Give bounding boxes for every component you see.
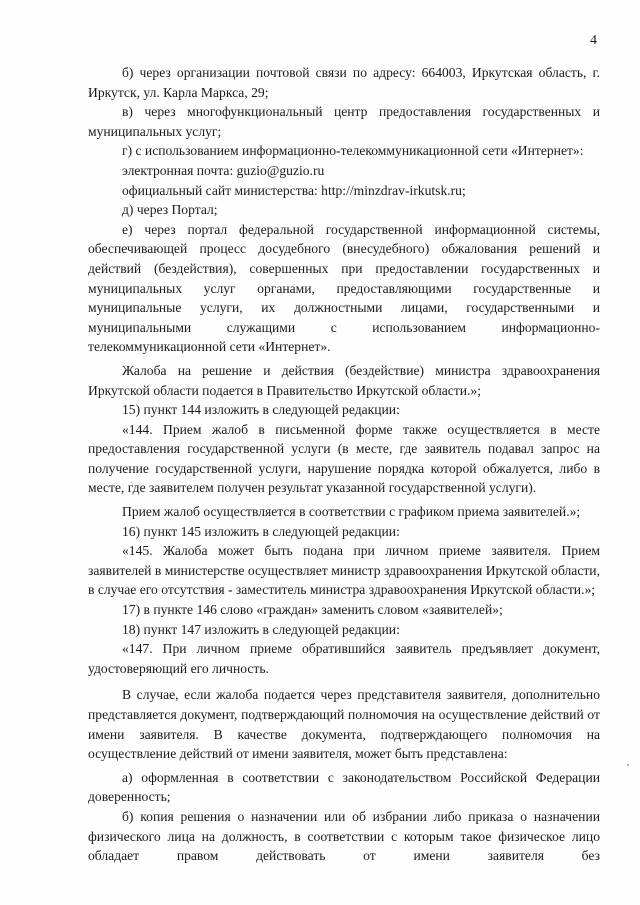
paragraph-website: официальный сайт министерства: http://minzdrav-irkutsk.ru; — [122, 182, 466, 198]
paragraph-item-16: 16) пункт 145 изложить в следующей редакции: — [122, 523, 400, 539]
paragraph-postal-address: б) через организации почтовой связи по адресу: 664003, Иркутская область, г. Иркутск, ул. Карла Маркса, 29; — [88, 65, 600, 100]
paragraph-item-17: 17) в пункте 146 слово «граждан» заменить словом «заявителей»; — [122, 602, 503, 618]
page-number: 4 — [590, 33, 597, 48]
scan-speck — [627, 764, 629, 766]
paragraph-complaint-minister: Жалоба на решение и действия (бездействие) министра здравоохранения Иркутской области подается в Правительство Иркутской области.»; — [88, 362, 600, 398]
paragraph-representative: В случае, если жалоба подается через представителя заявителя, дополнительно представляется документ, подтверждающий полномочия на осуществление действий от имени заявителя. В качестве документа, подтверждающего полномочия на осуществление действий от имени заявителя, может быть представлена: — [88, 687, 600, 762]
paragraph-schedule: Прием жалоб осуществляется в соответствии с графиком приема заявителей.»; — [122, 504, 581, 520]
paragraph-portal: д) через Портал; — [122, 202, 218, 218]
paragraph-email: электронная почта: guzio@guzio.ru — [122, 162, 325, 178]
paragraph-point-145: «145. Жалоба может быть подана при личном приеме заявителя. Прием заявителей в министерстве осуществляет министр здравоохранения Иркутской области, в случае его отсутствия - заместитель министра здравоохранения Иркутской области.»; — [88, 543, 600, 598]
paragraph-power-of-attorney: а) оформленная в соответствии с законодательством Российской Федерации доверенность; — [88, 769, 600, 805]
paragraph-item-15: 15) пункт 144 изложить в следующей редакции: — [122, 402, 400, 418]
paragraph-item-18: 18) пункт 147 изложить в следующей редакции: — [122, 621, 400, 637]
paragraph-mfc: в) через многофункциональный центр предоставления государственных и муниципальных услуг; — [88, 104, 600, 139]
paragraph-appointment-copy: б) копия решения о назначении или об избрании либо приказа о назначении физического лица на должность, в соответствии с которым такое физическое лицо обладает правом действовать от имени заявителя без — [88, 808, 600, 864]
document-body — [88, 63, 600, 866]
paragraph-point-147: «147. При личном приеме обратившийся заявитель предъявляет документ, удостоверяющий его личность. — [88, 641, 600, 676]
paragraph-federal-portal: е) через портал федеральной государственной информационной системы, обеспечивающей процесс досудебного (внесудебного) обжалования решений и действий (бездействия), совершенных при предоставлении государственных и муниципальных услуг органами, предоставляющими государственные и муниципальные услуги, их должностными лицами, государственными и муниципальными служащими с использованием информационно-телекоммуникационной сети «Интернет». — [88, 221, 600, 355]
paragraph-internet: г) с использованием информационно-телекоммуникационной сети «Интернет»: — [122, 143, 584, 159]
paragraph-point-144: «144. Прием жалоб в письменной форме также осуществляется в месте предоставления государственной услуги (в месте, где заявитель подавал запрос на получение государственной услуги, нарушение порядка которой обжалуется, либо в месте, где заявителем получен результат указанной государственной услуги). — [88, 421, 600, 496]
